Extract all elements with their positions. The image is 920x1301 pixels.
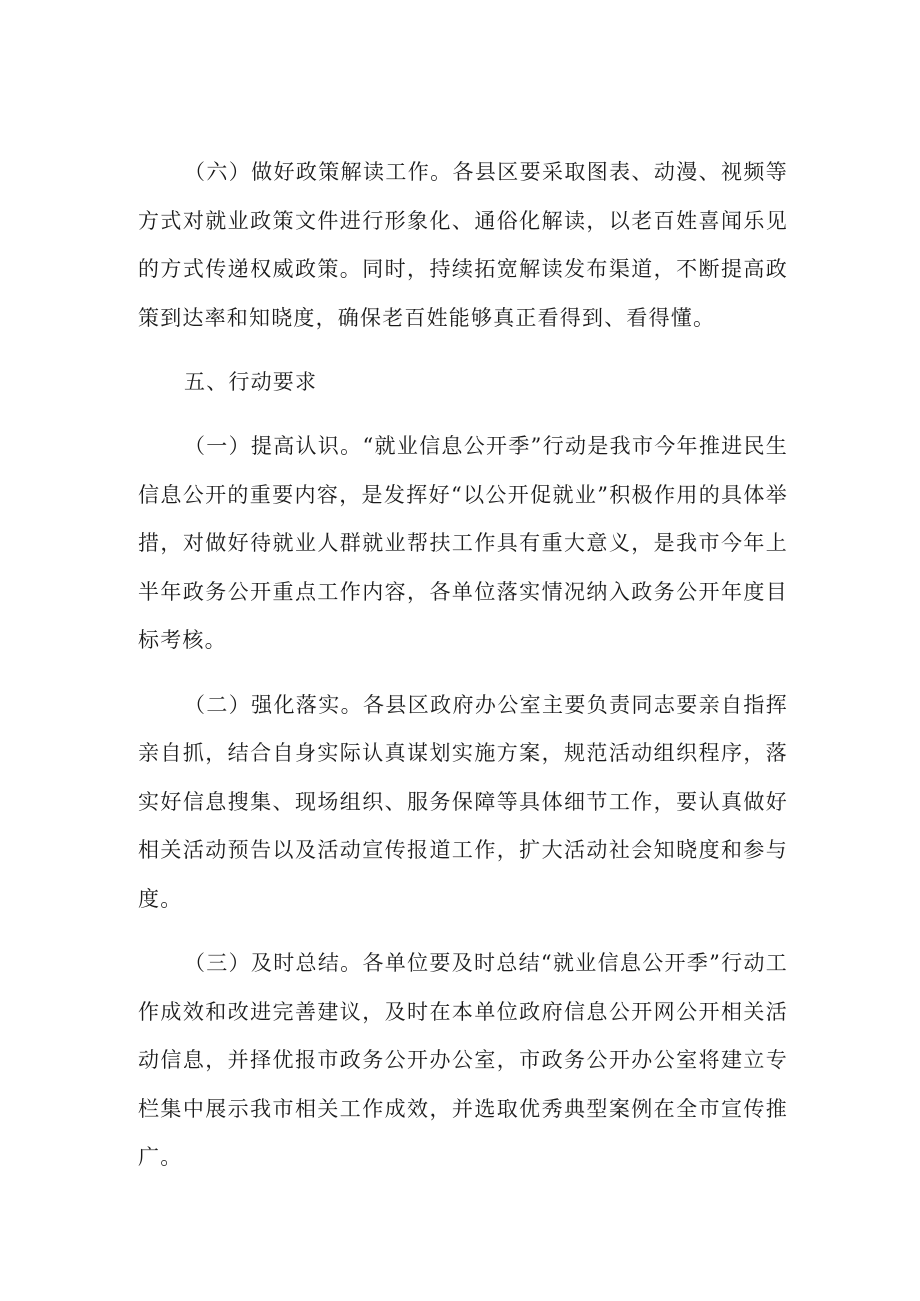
paragraph-strengthen-implementation: （二）强化落实。各县区政府办公室主要负责同志要亲自指挥亲自抓，结合自身实际认真谋划实施方案，规范活动组织程序，落实好信息搜集、现场组织、服务保障等具体细节工作，要认真做好相关活动预告以及活动宣传报道工作，扩大活动社会知晓度和参与度。 [138, 692, 788, 911]
section-heading-action-requirements: 五、行动要求 [184, 370, 318, 394]
paragraph-policy-interpretation: （六）做好政策解读工作。各县区要采取图表、动漫、视频等方式对就业政策文件进行形象化、通俗化解读，以老百姓喜闻乐见的方式传递权威政策。同时，持续拓宽解读发布渠道，不断提高政策到达率和知晓度，确保老百姓能够真正看得到、看得懂。 [138, 160, 788, 330]
paragraph-timely-summary: （三）及时总结。各单位要及时总结“就业信息公开季”行动工作成效和改进完善建议，及时在本单位政府信息公开网公开相关活动信息，并择优报市政务公开办公室，市政务公开办公室将建立专栏集中展示我市相关工作成效，并选取优秀典型案例在全市宣传推广。 [138, 951, 788, 1169]
document-body [138, 148, 788, 1198]
paragraph-raise-awareness: （一）提高认识。“就业信息公开季”行动是我市今年推进民生信息公开的重要内容，是发挥好“以公开促就业”积极作用的具体举措，对做好待就业人群就业帮扶工作具有重大意义，是我市今年上半年政务公开重点工作内容，各单位落实情况纳入政务公开年度目标考核。 [138, 434, 788, 652]
